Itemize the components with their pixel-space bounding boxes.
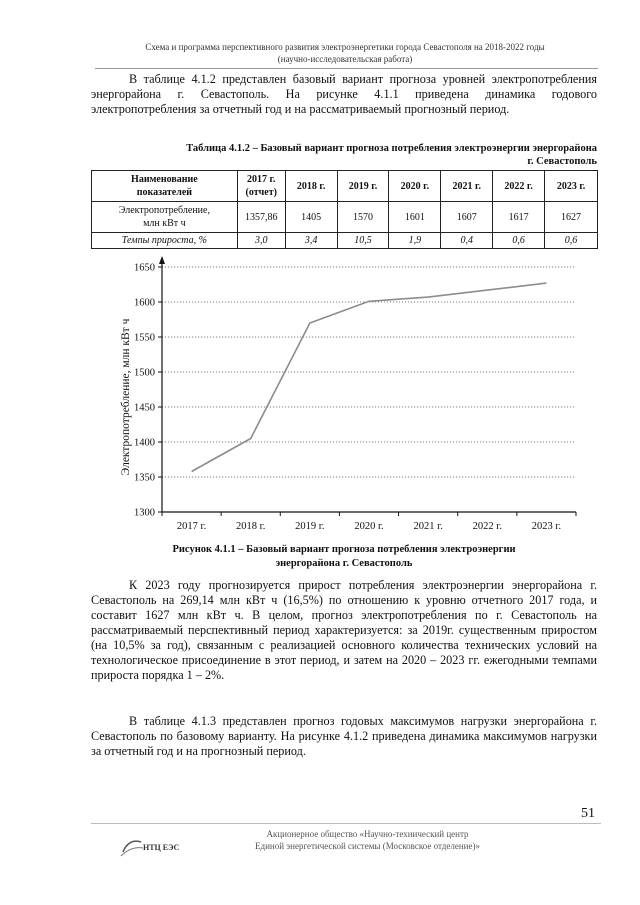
y-tick-label: 1450: [134, 402, 155, 414]
table-header-cell: [237, 171, 285, 202]
row-label-line: млн кВт ч: [143, 218, 186, 229]
page-number: 51: [581, 806, 595, 821]
y-tick-label: 1550: [134, 332, 155, 344]
row-label-line: Электропотребление,: [118, 205, 210, 216]
chart-axes: [159, 256, 576, 512]
table-header-cell: 2022 г.: [493, 171, 545, 202]
y-axis-label: Электропотребление, млн кВт ч: [120, 318, 132, 476]
table-cell: 1617: [493, 202, 545, 233]
table-cell: 0,4: [441, 233, 493, 249]
svg-text:НТЦ ЕЭС: НТЦ ЕЭС: [143, 843, 180, 852]
y-axis-arrow: [159, 256, 165, 264]
company-logo: [119, 832, 181, 860]
table-cell: 1601: [389, 202, 441, 233]
paragraph-intro-text: В таблице 4.1.2 представлен базовый вариант прогноза уровней электропотребления энергорайона г. Севастополь. На рисунке 4.1.1 приведена динамика годового электропотребления за отчетный год и на рассматриваемый прогнозный период.: [91, 72, 597, 116]
table-cell: 10,5: [337, 233, 389, 249]
figure-caption-line-1: Рисунок 4.1.1 – Базовый вариант прогноза потребления электроэнергии: [172, 544, 516, 555]
table-header-cell: 2020 г.: [389, 171, 441, 202]
table-caption: [91, 143, 597, 168]
running-header: [95, 41, 595, 65]
paragraph-next: [91, 714, 597, 759]
y-tick-label: 1300: [134, 507, 155, 519]
table-cell: 3,0: [237, 233, 285, 249]
y-tick-label: 1350: [134, 472, 155, 484]
header-label-line: Наименование: [131, 174, 198, 185]
x-tick-label: 2022 г.: [472, 521, 502, 532]
table-cell: 3,4: [285, 233, 337, 249]
x-tick-label: 2017 г.: [176, 521, 207, 532]
x-tick-label: 2020 г.: [354, 521, 384, 532]
paragraph-intro: [91, 72, 597, 117]
table-cell: 1627: [545, 202, 598, 233]
paragraph-forecast: [91, 578, 597, 683]
table-header-cell: 2023 г.: [545, 171, 598, 202]
x-tick-label: 2019 г.: [295, 521, 325, 532]
table-row-label: Темпы прироста, %: [92, 233, 238, 249]
y-tick-label: 1650: [134, 262, 155, 274]
figure-caption: [91, 543, 597, 571]
table-caption-line-1: Таблица 4.1.2 – Базовый вариант прогноза потребления электроэнергии энергорайона: [186, 143, 597, 154]
table-cell: 0,6: [493, 233, 545, 249]
header-note: (отчет): [245, 187, 277, 198]
chart-x-ticks: [162, 512, 576, 532]
y-tick-label: 1500: [134, 367, 155, 379]
table-cell: 1,9: [389, 233, 441, 249]
table-header-row: [92, 171, 598, 202]
y-tick-label: 1400: [134, 437, 155, 449]
header-year: 2017 г.: [247, 174, 276, 185]
paragraph-forecast-text: К 2023 году прогнозируется прирост потребления электроэнергии энергорайона г. Севастополь на 269,14 млн кВт ч (16,5%) по отношению к уровню отчетного 2017 года, и составит 1627 млн кВт ч. В целом, прогноз электропотребления по г. Севастополь на рассматриваемый перспективный период характеризуется: за 2019г. существенным приростом (на 10,5% за год), связанным с реализацией основного количества технических условий на технологическое присоединение в этот период, и затем на 2020 – 2023 гг. ежегодными темпами прироста порядка 1 – 2%.: [91, 578, 597, 682]
table-cell: 1607: [441, 202, 493, 233]
forecast-table: [91, 170, 598, 249]
header-line-1: Схема и программа перспективного развития электроэнергетики города Севастополя на 2018-2022 годы: [145, 42, 545, 52]
table-cell: 1357,86: [237, 202, 285, 233]
table-row-label: [92, 202, 238, 233]
y-tick-label: 1600: [134, 297, 155, 309]
x-tick-label: 2021 г.: [413, 521, 443, 532]
table-cell: 1405: [285, 202, 337, 233]
x-tick-label: 2018 г.: [236, 521, 266, 532]
series-line: [192, 283, 547, 471]
paragraph-next-text: В таблице 4.1.3 представлен прогноз годовых максимумов нагрузки энергорайона г. Севастополь по базовому варианту. На рисунке 4.1.2 приведена динамика максимумов нагрузки за отчетный год и на прогнозный период.: [91, 714, 597, 758]
chart-gridlines: [162, 267, 576, 477]
x-tick-label: 2023 г.: [531, 521, 562, 532]
table-header-cell: 2018 г.: [285, 171, 337, 202]
table-row: [92, 233, 598, 249]
header-label-line: показателей: [136, 187, 193, 198]
consumption-chart: [110, 255, 590, 540]
table-header-cell: [92, 171, 238, 202]
header-line-2: (научно-исследовательская работа): [277, 54, 413, 64]
figure-caption-line-2: энергорайона г. Севастополь: [275, 558, 413, 569]
table-caption-line-2: г. Севастополь: [527, 155, 597, 167]
footer-line-2: Единой энергетической системы (Московское отделение)»: [255, 841, 480, 851]
table-header-cell: 2021 г.: [441, 171, 493, 202]
table-row: [92, 202, 598, 233]
table-cell: 1570: [337, 202, 389, 233]
header-rule: [95, 68, 598, 69]
footer-line-1: Акционерное общество «Научно-технический центр: [266, 829, 469, 839]
table-cell: 0,6: [545, 233, 598, 249]
chart-y-ticks: [134, 263, 162, 519]
footer-text: [200, 828, 535, 852]
table-header-cell: 2019 г.: [337, 171, 389, 202]
footer-rule: [91, 823, 601, 824]
